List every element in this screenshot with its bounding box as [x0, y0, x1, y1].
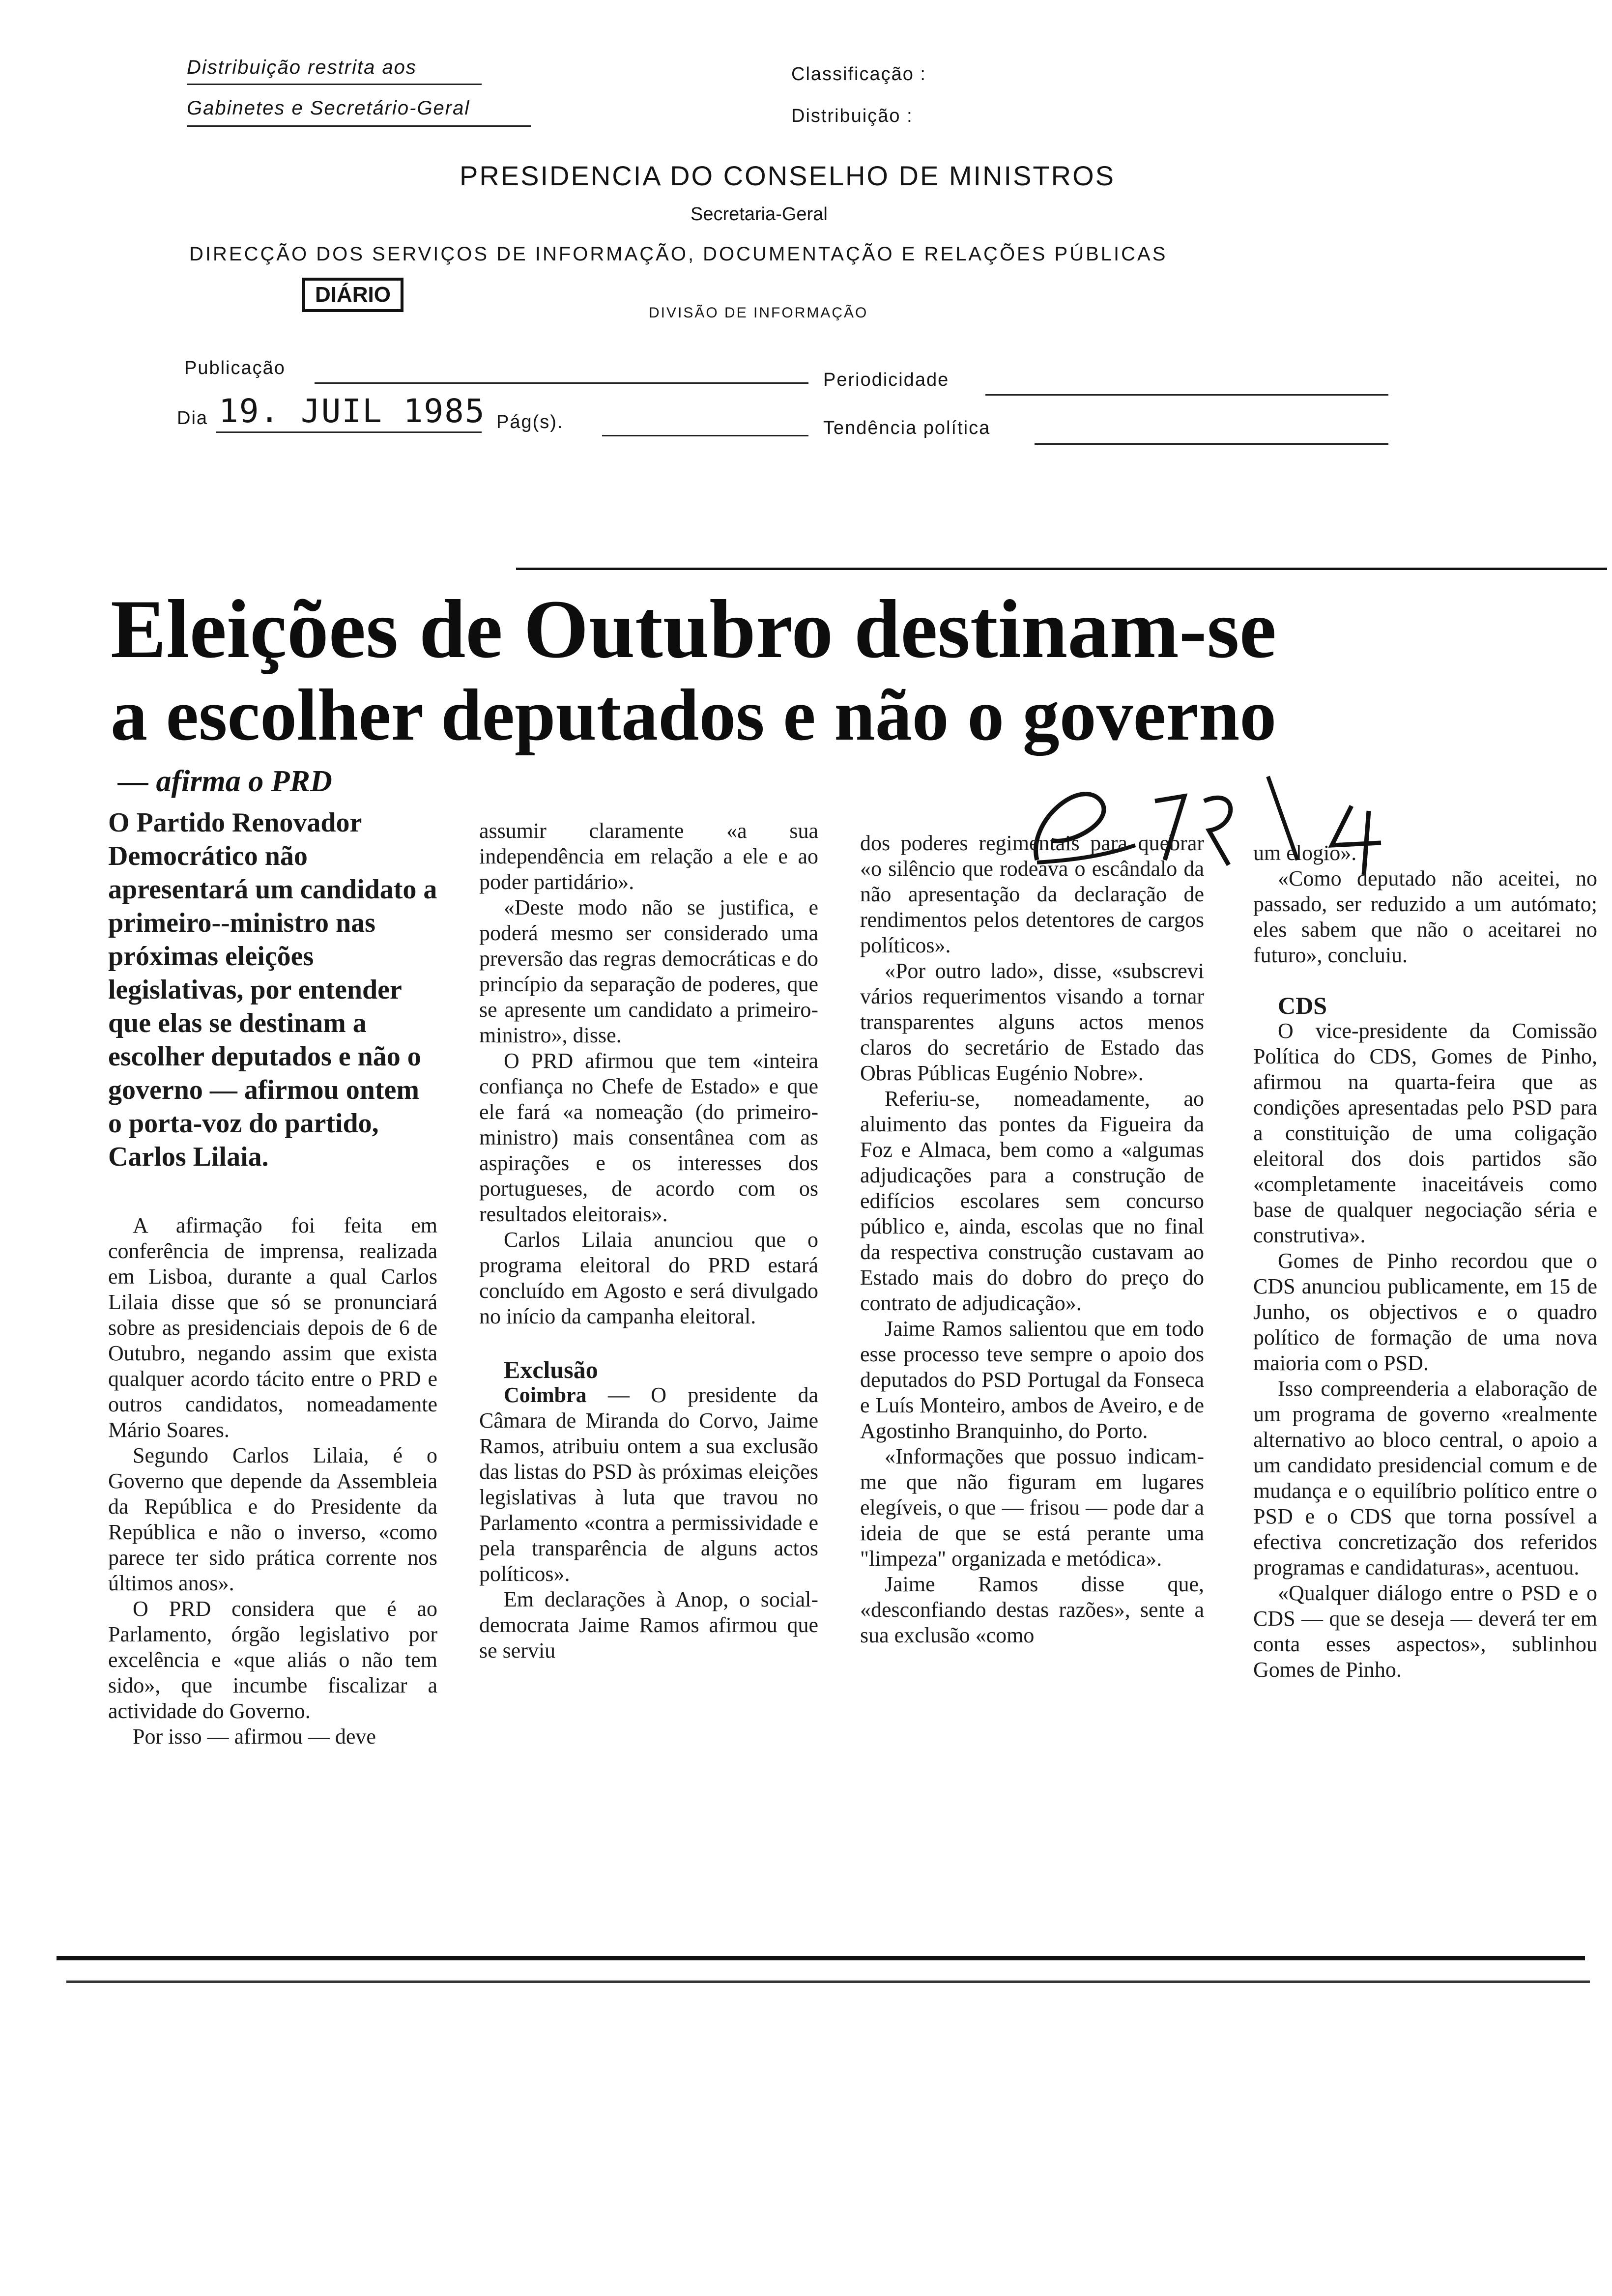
- col4-paragraph: «Como deputado não aceitei, no passado, ser reduzido a um autómato; eles sabem que não o aceitarei no futuro», concluiu.: [1253, 866, 1597, 967]
- col3-paragraph: Jaime Ramos salientou que em todo esse processo teve sempre o apoio dos deputados do PSD Portugal da Fonseca e Luís Monteiro, ambos de Aveiro, e de Agostinho Branquinho, do Porto.: [860, 1317, 1204, 1443]
- col3-paragraph: dos poderes regimentais para quebrar «o silêncio que rodeava o escândalo da não apresentação da declaração de rendimentos pelos detentores de cargos políticos».: [860, 831, 1204, 957]
- restricted-underline-1: [187, 84, 482, 85]
- pags-line: [602, 435, 808, 436]
- article-column-1: [108, 806, 437, 1750]
- col4-paragraph: um elogio».: [1253, 841, 1357, 865]
- org-title: PRESIDENCIA DO CONSELHO DE MINISTROS: [460, 160, 1115, 191]
- date-stamp: 19. JUIL 1985: [219, 392, 486, 430]
- col4-paragraph: «Qualquer diálogo entre o PSD e o CDS — que se deseja — deverá ter em conta esses aspectos», sublinhou Gomes de Pinho.: [1253, 1581, 1597, 1682]
- diario-stamp: DIÁRIO: [302, 278, 403, 312]
- col2-paragraph: Em declarações à Anop, o social-democrata Jaime Ramos afirmou que se serviu: [479, 1587, 818, 1663]
- col3-paragraph: Referiu-se, nomeadamente, ao aluimento das pontes da Figueira da Foz e Almaca, bem como a «algumas adjudicações para a construção de edifícios escolares sem concurso público e, ainda, escolas que no final da respectiva construção custavam ao Estado mais do dobro do preço do contrato de adjudicação».: [860, 1087, 1204, 1315]
- direccao-label: DIRECÇÃO DOS SERVIÇOS DE INFORMAÇÃO, DOCUMENTAÇÃO E RELAÇÕES PÚBLICAS: [189, 243, 1168, 265]
- divisao-label: DIVISÃO DE INFORMAÇÃO: [649, 305, 868, 321]
- col1-paragraph: O PRD considera que é ao Parlamento, órgão legislativo por excelência e «que aliás o não tem sido», que incumbe fiscalizar a actividade do Governo.: [108, 1597, 437, 1723]
- bottom-rule-1: [57, 1956, 1585, 1960]
- lead-paragraph: O Partido Renovador Democrático não apresentará um candidato a primeiro--ministro nas próximas eleições legislativas, por entender que elas se destinam a escolher deputados e não o governo — afirmou ontem o porta-voz do partido, Carlos Lilaia.: [108, 807, 437, 1172]
- classificacao-label: Classificação :: [791, 64, 926, 85]
- tendencia-line: [1035, 443, 1388, 445]
- byline: — afirma o PRD: [118, 765, 332, 798]
- col1-paragraph: Segundo Carlos Lilaia, é o Governo que depende da Assembleia da República e do Presidente da República e não o inverso, «como parece ter sido prática corrente nos últimos anos».: [108, 1443, 437, 1595]
- subhead-exclusao: Exclusão: [504, 1356, 598, 1383]
- dia-label: Dia: [177, 408, 208, 429]
- restricted-underline-2: [187, 125, 531, 127]
- col3-paragraph: Jaime Ramos disse que, «desconfiando destas razões», sente a sua exclusão «como: [860, 1572, 1204, 1647]
- restricted-line-1: Distribuição restrita aos: [187, 57, 417, 78]
- col4-paragraph: O vice-presidente da Comissão Política do CDS, Gomes de Pinho, afirmou na quarta-feira que as condições apresentadas pelo PSD para a constituição de uma coligação eleitoral dos dois partidos são «completamente inaceitáveis como base de qualquer negociação séria e construtiva».: [1253, 1019, 1597, 1247]
- publicacao-line: [315, 382, 808, 384]
- col4-paragraph: Isso compreenderia a elaboração de um programa de governo «realmente alternativo ao bloco central, o apoio a um candidato presidencial comum e de mudança e o equilíbrio político entre o PSD e o CDS que torna possível a efectiva concretização dos referidos programas e candidaturas», acentuou.: [1253, 1377, 1597, 1579]
- article-column-3: [860, 831, 1204, 1648]
- pags-label: Pág(s).: [496, 412, 564, 432]
- secretaria-label: Secretaria-Geral: [691, 204, 828, 225]
- subhead-cds: CDS: [1278, 992, 1327, 1019]
- bottom-rule-2: [66, 1980, 1590, 1983]
- col2-paragraph: «Deste modo não se justifica, e poderá mesmo ser considerado uma preversão das regras democráticas e do princípio da separação de poderes, que se apresente um candidato a primeiro-ministro», disse.: [479, 895, 818, 1047]
- headline-line-1: Eleições de Outubro destinam-se: [111, 583, 1277, 675]
- periodicidade-label: Periodicidade: [823, 370, 950, 390]
- article-column-4: [1253, 840, 1597, 1683]
- col1-paragraph: Por isso — afirmou — deve: [133, 1724, 376, 1749]
- col2-paragraph: assumir claramente «a sua independência em relação a ele e ao poder partidário».: [479, 819, 818, 894]
- top-clipping-rule: [516, 568, 1607, 570]
- col2-paragraph: Carlos Lilaia anunciou que o programa eleitoral do PRD estará concluído em Agosto e será divulgado no início da campanha eleitoral.: [479, 1228, 818, 1328]
- date-line: [216, 431, 482, 433]
- headline-line-2: a escolher deputados e não o governo: [111, 674, 1277, 756]
- col2-paragraph: — O presidente da Câmara de Miranda do Corvo, Jaime Ramos, atribuiu ontem a sua exclusão das listas do PSD às próximas eleições legislativas à luta que travou no Parlamento «contra a permissividade e pela transparência de alguns actos políticos».: [479, 1383, 818, 1586]
- col4-paragraph: Gomes de Pinho recordou que o CDS anunciou publicamente, em 15 de Junho, os objectivos e o quadro político de formação de uma nova maioria com o PSD.: [1253, 1249, 1597, 1375]
- restricted-line-2: Gabinetes e Secretário-Geral: [187, 97, 470, 119]
- col3-paragraph: «Informações que possuo indicam-me que não figuram em lugares elegíveis, o que — frisou — pode dar a ideia de que se está perante uma "limpeza" organizada e metódica».: [860, 1444, 1204, 1571]
- publicacao-label: Publicação: [184, 358, 286, 378]
- distribuicao-label: Distribuição :: [791, 106, 913, 126]
- col2-paragraph: O PRD afirmou que tem «inteira confiança no Chefe de Estado» e que ele fará «a nomeação (do primeiro-ministro) mais consentânea com as aspirações e os interesses dos portugueses, de acordo com os resultados eleitorais».: [479, 1049, 818, 1226]
- periodicidade-line: [985, 394, 1388, 396]
- tendencia-label: Tendência política: [823, 418, 991, 438]
- col1-paragraph: A afirmação foi feita em conferência de imprensa, realizada em Lisboa, durante a qual Carlos Lilaia disse que só se pronunciará sobre as presidenciais depois de 6 de Outubro, negando assim que exista qualquer acordo tácito entre o PRD e outros candidatos, nomeadamente Mário Soares.: [108, 1213, 437, 1442]
- col3-paragraph: «Por outro lado», disse, «subscrevi vários requerimentos visando a tornar transparentes alguns actos menos claros do secretário de Estado das Obras Públicas Eugénio Nobre».: [860, 959, 1204, 1085]
- article-column-2: [479, 818, 818, 1664]
- dateline-coimbra: Coimbra: [504, 1383, 587, 1407]
